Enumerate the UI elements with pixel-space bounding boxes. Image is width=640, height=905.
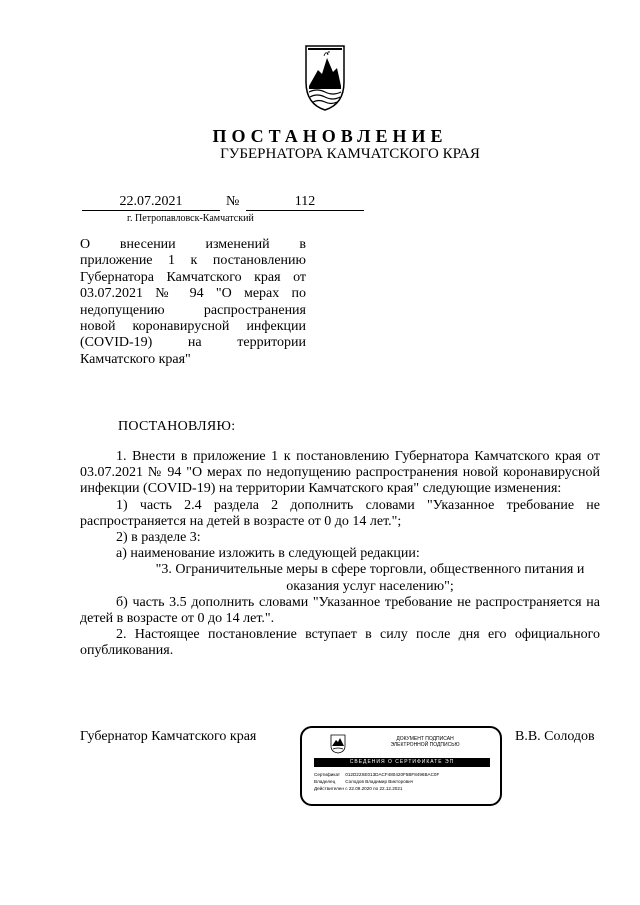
quoted-section-title: "3. Ограничительные меры в сфере торговли, общественного питания и оказания услуг населению"; [155,562,585,594]
signatory-name: В.В. Солодов [515,729,595,744]
paragraph-1-2-b: б) часть 3.5 дополнить словами "Указанное требование не распространяется на детей в возрасте от 0 до 14 лет.". [80,594,600,627]
subject-line: 03.07.2021 № 94 "О мерах по [80,286,306,302]
stamp-row-validity [314,786,492,792]
decree-word: ПОСТАНОВЛЯЮ: [118,419,236,434]
electronic-signature-stamp [300,726,502,806]
stamp-row-certificate [314,772,492,778]
subject-line: приложение 1 к постановлению [80,253,306,269]
stamp-row-key: Действителен [314,786,344,791]
subject-line: новой коронавирусной инфекции [80,319,306,335]
coat-of-arms-emblem [300,42,350,112]
stamp-heading-line-2: ЭЛЕКТРОННОЙ ПОДПИСЬЮ [390,742,460,748]
stamp-heading-line-1: ДОКУМЕНТ ПОДПИСАН [396,736,454,742]
signatory-position: Губернатор Камчатского края [80,729,257,744]
paragraph-1-2: 2) в разделе 3: [116,530,201,546]
stamp-certificate-bar: СВЕДЕНИЯ О СЕРТИФИКАТЕ ЭП [314,758,490,767]
stamp-row-value: 012D22SE013DACF480420F5BF8496BAC0F [345,772,440,777]
stamp-row-value: Солодов Владимир Викторович [345,779,414,784]
document-body [80,449,600,660]
document-subtitle: ГУБЕРНАТОРА КАМЧАТСКОГО КРАЯ [220,146,480,162]
document-city: г. Петропавловск-Камчатский [127,213,254,224]
stamp-row-key: Владелец [314,779,336,784]
subject-line: Камчатского края" [80,351,191,367]
paragraph-1-1: 1) часть 2.4 раздела 2 дополнить словами "Указанное требование не распространяется на детей в возрасте от 0 до 14 лет."; [80,497,600,529]
document-subject [80,237,306,368]
subject-line: О внесении изменений в [80,237,306,252]
stamp-row-key: Сертификат [314,772,341,777]
paragraph-1-2-a: а) наименование изложить в следующей редакции: [116,546,420,562]
document-title: ПОСТАНОВЛЕНИЕ [212,126,448,146]
stamp-emblem-icon [330,734,346,754]
paragraph-1: 1. Внести в приложение 1 к постановлению Губернатора Камчатского края от 03.07.2021 № 94 "О мерах по недопущению распространения новой коронавирусной инфекции (COVID-19) на территории Камчатского края" следующие изменения: [80,449,600,497]
stamp-heading [360,736,490,748]
document-number: 112 [246,194,364,211]
subject-line: (COVID-19) на территории [80,335,306,351]
paragraph-2: 2. Настоящее постановление вступает в силу после дня его официального опубликования. [80,627,600,659]
stamp-row-owner [314,779,492,785]
number-sign: № [226,194,240,209]
document-date: 22.07.2021 [82,194,220,211]
subject-line: недопущению распространения [80,302,306,318]
stamp-row-value: с 22.09.2020 по 22.12.2021 [345,786,403,791]
subject-line: Губернатора Камчатского края от [80,269,306,285]
